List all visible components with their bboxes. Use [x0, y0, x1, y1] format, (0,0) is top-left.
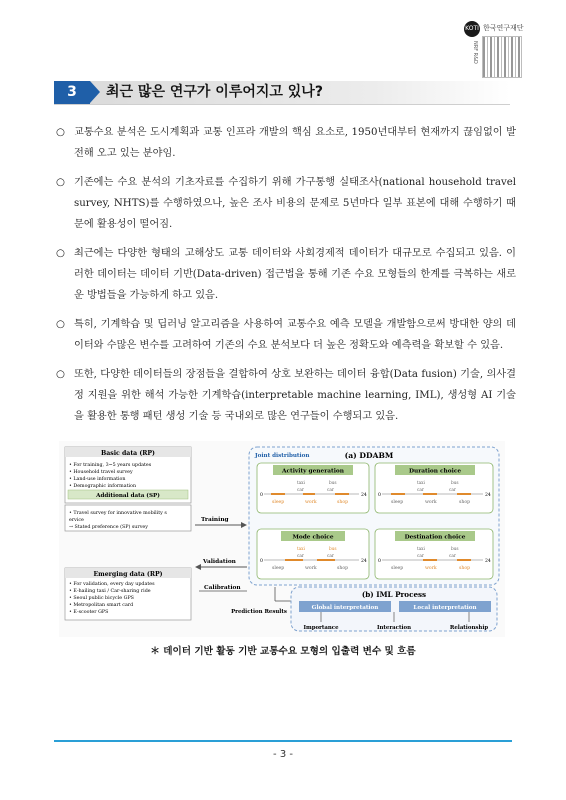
footer-divider [54, 740, 512, 742]
section-number: 3 [54, 81, 90, 104]
page-number: - 3 - [273, 749, 293, 760]
validation-label: Validation [203, 559, 236, 565]
bullet-text: 또한, 다양한 데이터들의 장점들을 결합하여 상호 보완하는 데이터 융합(Data fusion) 기술, 의사결정 지원을 위한 해석 가능한 기계학습(interpretable machine learning, IML), 생성형 AI 기술을 활용한 통행 패턴 생성 기술 등 국내외로 많은 연구들이 수행되고 있음. [74, 369, 516, 422]
bullet-item [56, 243, 516, 306]
bullet-text: 교통수요 분석은 도시계획과 교통 인프라 개발의 핵심 요소로, 1950년대부터 현재까지 끊임없이 발전해 오고 있는 분야임. [74, 127, 516, 159]
mode-label: car [297, 487, 304, 492]
axis-end: 24 [485, 559, 491, 564]
logo-mark: KOTI [464, 21, 480, 37]
qr-code-icon [482, 36, 522, 78]
training-label: Training [201, 517, 229, 523]
mode-label: car [417, 553, 424, 558]
act-label: sleep [391, 566, 404, 571]
prediction-results-label: Prediction Results [231, 609, 287, 615]
act-label: work [425, 500, 437, 505]
circle-bullet-icon: ○ [56, 319, 65, 330]
panel-title: Activity generation [282, 468, 344, 475]
act-label: shop [337, 566, 349, 571]
act-label: shop [337, 500, 349, 505]
emerging-data-title: Emerging data (RP) [93, 571, 163, 578]
additional-data-box [65, 505, 191, 531]
act-label: work [305, 500, 317, 505]
mode-label: car [327, 553, 334, 558]
act-label: sleep [272, 566, 285, 571]
act-label: sleep [391, 500, 404, 505]
axis-start: 0 [378, 559, 381, 564]
mode-label: taxi [417, 546, 425, 551]
additional-item: • Travel survey for innovative mobility s [69, 511, 167, 516]
basic-item: • Land-use information [69, 477, 126, 482]
importance-label: Importance [303, 625, 339, 631]
bullet-text: 기존에는 수요 분석의 기초자료를 수집하기 위해 가구통행 실태조사(national household travel survey, NHTS)를 수행하였으나, 높은 조사 비용의 문제로 5년마다 일부 표본에 대해 수행하기 때문에 활용성이 떨어짐. [74, 177, 516, 230]
emerging-data-box [65, 568, 191, 620]
basic-item: • Household travel survey [69, 470, 133, 475]
header-logo [462, 17, 522, 79]
bullet-item [56, 314, 516, 356]
additional-data-title: Additional data (SP) [96, 493, 160, 499]
basic-data-box [65, 447, 191, 503]
additional-item: ervice [69, 518, 84, 523]
act-label: shop [459, 500, 471, 505]
basic-item: • Demographic information [69, 484, 137, 489]
circle-bullet-icon: ○ [56, 248, 65, 259]
panel-title: Mode choice [292, 534, 334, 541]
circle-bullet-icon: ○ [56, 127, 65, 138]
mode-label: car [417, 487, 424, 492]
act-label: shop [459, 566, 471, 571]
bullet-text: 특히, 기계학습 및 딥러닝 알고리즘을 사용하여 교통수요 예측 모델을 개발함으로써 방대한 양의 데이터와 수많은 변수를 고려하여 기존의 수요 분석보다 더 높은 정확도와 예측력을 확보할 수 있음. [74, 319, 516, 351]
emerging-item: • For validation, every day updates [69, 582, 155, 587]
circle-bullet-icon: ○ [56, 177, 65, 188]
emerging-item: • E-scooter GPS [69, 610, 109, 615]
bullet-item [56, 172, 516, 235]
panel-title: Duration choice [408, 468, 462, 475]
emerging-item: • E-hailing taxi / Car-sharing ride [69, 589, 151, 594]
ddabm-diagram [59, 441, 505, 637]
additional-item: → Stated preference (SP) survey [69, 525, 148, 530]
iml-title: (b) IML Process [361, 590, 427, 599]
mode-label: taxi [417, 480, 425, 485]
section-title: 최근 많은 연구가 이루어지고 있나? [106, 84, 323, 100]
global-interpretation: Global interpretation [311, 605, 379, 611]
act-label: sleep [272, 500, 285, 505]
logo-sub: NRF R&D [472, 41, 478, 64]
mode-label: car [327, 487, 334, 492]
mode-label: bus [329, 480, 337, 485]
mode-label: taxi [297, 546, 305, 551]
relationship-label: Relationship [449, 625, 489, 631]
ddabm-figure [59, 441, 505, 637]
mode-label: taxi [297, 480, 305, 485]
axis-start: 0 [260, 493, 263, 498]
bullet-text: 최근에는 다양한 형태의 고해상도 교통 데이터와 사회경제적 데이터가 대규모로 수집되고 있음. 이러한 데이터는 데이터 기반(Data-driven) 접근법을 통해 기존 수요 모형들의 한계를 극복하는 새로운 방법들을 가능하게 하고 있음. [74, 248, 516, 301]
axis-start: 0 [260, 559, 263, 564]
circle-bullet-icon: ○ [56, 369, 65, 380]
bullet-list [56, 122, 516, 435]
org-name: 한국연구재단 [483, 24, 524, 32]
iml-block [291, 587, 497, 631]
mode-label: car [449, 553, 456, 558]
axis-end: 24 [361, 559, 367, 564]
act-label: work [305, 566, 317, 571]
figure-caption: ＊ 데이터 기반 활동 기반 교통수요 모형의 입출력 변수 및 흐름 [150, 646, 416, 657]
calibration-label: Calibration [204, 585, 241, 591]
basic-data-title: Basic data (RP) [100, 450, 156, 457]
mode-label: bus [329, 546, 337, 551]
panel-title: Destination choice [404, 534, 466, 541]
basic-item: • For training, 3~5 years updates [69, 463, 152, 468]
mode-label: car [297, 553, 304, 558]
interaction-label: Interaction [376, 625, 412, 631]
joint-distribution-label: Joint distribution [255, 453, 310, 459]
local-interpretation: Local interpretation [413, 605, 477, 611]
bullet-item [56, 122, 516, 164]
emerging-item: • Metropolitan smart card [69, 603, 134, 608]
ddabm-block [249, 447, 499, 585]
axis-start: 0 [378, 493, 381, 498]
mode-label: bus [451, 546, 459, 551]
section-title-bar [54, 81, 510, 105]
mode-label: bus [451, 480, 459, 485]
ddabm-title: (a) DDABM [344, 451, 394, 460]
axis-end: 24 [361, 493, 367, 498]
act-label: work [425, 566, 437, 571]
emerging-item: • Seoul public bicycle GPS [69, 596, 134, 601]
mode-label: car [449, 487, 456, 492]
bullet-item [56, 364, 516, 427]
axis-end: 24 [485, 493, 491, 498]
